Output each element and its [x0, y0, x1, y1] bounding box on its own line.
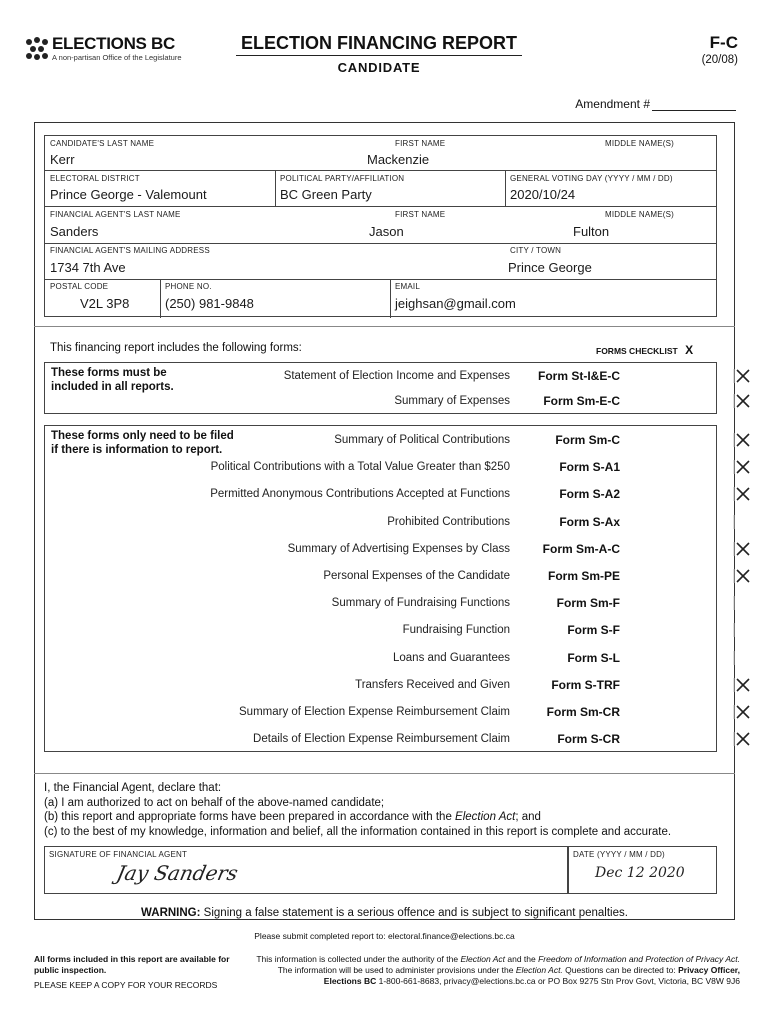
- required-forms-section: [44, 362, 717, 414]
- declaration: [44, 781, 724, 839]
- signature-date: Dec 12 2020: [595, 865, 685, 881]
- checklist-label: FORMS CHECKLIST: [596, 346, 678, 356]
- optional-note: These forms only need to be filed if there is information to report.: [51, 430, 234, 456]
- postal-code-label: POSTAL CODE: [50, 282, 109, 291]
- privacy-org: Elections BC: [323, 976, 377, 986]
- privacy-act-ref-2: Election Act.: [515, 965, 563, 975]
- email-label: EMAIL: [395, 282, 421, 291]
- agent-middle-name[interactable]: Fulton: [573, 224, 610, 239]
- form-row: [45, 618, 716, 645]
- form-description: Transfers Received and Given: [355, 678, 510, 691]
- empty-box-icon: [732, 513, 752, 531]
- forms-intro: This financing report includes the following forms:: [50, 342, 302, 354]
- empty-box-icon: [732, 594, 752, 612]
- date-box[interactable]: [568, 846, 717, 894]
- form-row: [45, 591, 716, 618]
- date-label: DATE (YYYY / MM / DD): [573, 850, 665, 859]
- form-code-label: Form S-F: [567, 623, 620, 638]
- declaration-line-a: (a) I am authorized to act on behalf of the above-named candidate;: [44, 796, 385, 809]
- form-description: Personal Expenses of the Candidate: [323, 570, 510, 582]
- declaration-line-b-end: ; and: [515, 811, 541, 823]
- privacy-officer: Privacy Officer,: [678, 965, 740, 975]
- form-row: [45, 364, 716, 391]
- declaration-line-c: (c) to the best of my knowledge, information and belief, all the information contained in this report is complete and accurate.: [44, 825, 672, 838]
- email-address[interactable]: jeighsan@gmail.com: [395, 296, 516, 311]
- electoral-district[interactable]: Prince George - Valemount: [50, 187, 207, 202]
- signature: Jay Sanders: [114, 861, 241, 885]
- form-version: (20/08): [701, 54, 738, 66]
- page-title: ELECTION FINANCING REPORT: [240, 33, 517, 53]
- warning-text: Signing a false statement is a serious offence and is subject to significant penalties.: [203, 907, 628, 919]
- party-label: POLITICAL PARTY/AFFILIATION: [280, 174, 405, 183]
- signature-label: SIGNATURE OF FINANCIAL AGENT: [49, 850, 188, 859]
- form-checkbox-checked[interactable]: [732, 367, 752, 385]
- agent-mailing-address[interactable]: 1734 7th Ave: [50, 260, 126, 275]
- form-checkbox-checked[interactable]: [732, 392, 752, 410]
- logo-tagline: A non-partisan Office of the Legislature: [52, 53, 182, 62]
- form-description: Permitted Anonymous Contributions Accepted at Functions: [210, 488, 510, 501]
- form-checkbox[interactable]: [732, 513, 752, 531]
- privacy-line-1: [230, 954, 740, 965]
- declaration-intro: I, the Financial Agent, declare that:: [44, 782, 222, 794]
- optional-forms-list: [45, 426, 716, 751]
- keep-copy-note: PLEASE KEEP A COPY FOR YOUR RECORDS: [34, 980, 218, 990]
- x-mark-icon: [732, 703, 752, 721]
- x-mark-icon: [732, 540, 752, 558]
- candidate-middle-name-label: MIDDLE NAME(S): [605, 139, 675, 148]
- phone-number[interactable]: (250) 981-9848: [165, 296, 254, 311]
- form-description: Summary of Political Contributions: [334, 434, 510, 446]
- voting-day-label: GENERAL VOTING DAY (YYYY / MM / DD): [510, 174, 673, 183]
- form-row: [45, 428, 716, 455]
- form-code-label: Form S-CR: [557, 732, 620, 747]
- x-mark-icon: [732, 485, 752, 503]
- privacy-line-1a: This information is collected under the authority of the: [256, 954, 461, 964]
- privacy-line-2: [230, 965, 740, 976]
- candidate-last-name[interactable]: Kerr: [50, 152, 75, 167]
- form-checkbox-checked[interactable]: [732, 567, 752, 585]
- form-code-label: Form S-A1: [559, 460, 620, 475]
- form-checkbox[interactable]: [732, 649, 752, 667]
- form-code-label: Form S-TRF: [551, 677, 620, 692]
- declaration-line-b: [44, 810, 724, 825]
- form-code-label: Form Sm-CR: [546, 705, 620, 719]
- general-voting-day[interactable]: 2020/10/24: [510, 187, 576, 202]
- form-row: [45, 455, 716, 482]
- x-mark-icon: [732, 676, 752, 694]
- required-forms-list: [45, 363, 716, 413]
- forms-checklist-header: [596, 341, 693, 359]
- agent-last-name[interactable]: Sanders: [50, 224, 99, 239]
- phone-label: PHONE NO.: [165, 282, 212, 291]
- form-row: [45, 700, 716, 727]
- optional-forms-section: [44, 425, 717, 752]
- form-description: Summary of Expenses: [394, 394, 510, 407]
- info-grid: [44, 135, 717, 317]
- form-code-label: Form S-A2: [559, 487, 620, 502]
- form-description: Summary of Advertising Expenses by Class: [287, 542, 510, 555]
- empty-box-icon: [732, 649, 752, 667]
- form-description: Summary of Fundraising Functions: [331, 597, 510, 610]
- form-description: Summary of Election Expense Reimbursement Claim: [239, 706, 510, 718]
- privacy-act-ref-1: Election Act: [460, 954, 506, 964]
- x-mark-icon: [732, 367, 752, 385]
- candidate-first-name-label: FIRST NAME: [395, 139, 446, 148]
- amendment-field[interactable]: [652, 96, 736, 111]
- x-mark-icon: [732, 431, 752, 449]
- privacy-contact: 1-800-661-8683, privacy@elections.bc.ca or PO Box 9275 Stn Prov Govt, Victoria, BC V8W 9J6: [376, 976, 740, 986]
- form-checkbox-checked[interactable]: [732, 730, 752, 748]
- warning-label: WARNING:: [141, 907, 201, 919]
- agent-city-label: CITY / TOWN: [510, 246, 562, 255]
- form-checkbox-checked[interactable]: [732, 540, 752, 558]
- page-subtitle: CANDIDATE: [337, 60, 421, 75]
- agent-first-name[interactable]: Jason: [369, 224, 404, 239]
- agent-city[interactable]: Prince George: [508, 260, 592, 275]
- form-description: Statement of Election Income and Expenses: [283, 370, 510, 382]
- warning: [34, 907, 735, 919]
- privacy-line-2c: Questions can be directed to:: [562, 965, 679, 975]
- form-code-label: Form S-Ax: [559, 514, 620, 529]
- form-checkbox-checked[interactable]: [732, 431, 752, 449]
- x-mark-icon: [732, 567, 752, 585]
- form-checkbox-checked[interactable]: [732, 458, 752, 476]
- form-code-label: Form Sm-C: [555, 433, 620, 447]
- agent-last-name-label: FINANCIAL AGENT'S LAST NAME: [50, 210, 181, 219]
- amendment-label: Amendment #: [575, 97, 650, 111]
- foippa-ref: Freedom of Information and Protection of Privacy Act.: [538, 954, 740, 964]
- form-checkbox[interactable]: [732, 594, 752, 612]
- postal-code[interactable]: V2L 3P8: [80, 296, 130, 311]
- form-description: Loans and Guarantees: [392, 651, 510, 664]
- form-row: [45, 389, 716, 416]
- candidate-last-name-label: CANDIDATE'S LAST NAME: [50, 139, 155, 148]
- political-party[interactable]: BC Green Party: [280, 187, 372, 202]
- form-row: [45, 510, 716, 537]
- form-row: [45, 673, 716, 700]
- form-code-label: Form Sm-A-C: [542, 541, 620, 556]
- privacy-line-3: [230, 976, 740, 987]
- form-row: [45, 564, 716, 591]
- form-code-label: Form Sm-E-C: [543, 393, 620, 408]
- x-mark-icon: [732, 392, 752, 410]
- required-note: These forms must be included in all reports.: [51, 367, 174, 393]
- form-row: [45, 646, 716, 673]
- privacy-line-1c: and the: [505, 954, 539, 964]
- form-description: Fundraising Function: [402, 624, 510, 637]
- empty-box-icon: [732, 621, 752, 639]
- submit-note: Please submit completed report to: electoral.finance@elections.bc.ca: [254, 931, 515, 941]
- form-checkbox-checked[interactable]: [732, 703, 752, 721]
- public-note: All forms included in this report are available for public inspection.: [34, 954, 230, 975]
- form-code-label: Form Sm-PE: [547, 569, 620, 583]
- declaration-line-b-text: (b) this report and appropriate forms have been prepared in accordance with the: [44, 811, 456, 823]
- agent-middle-name-label: MIDDLE NAME(S): [605, 210, 675, 219]
- privacy-line-2a: The information will be used to administer provisions under the: [277, 965, 516, 975]
- form-checkbox-checked[interactable]: [732, 676, 752, 694]
- form-code-label: Form S-L: [567, 650, 620, 665]
- form-checkbox[interactable]: [732, 621, 752, 639]
- election-act-ref: Election Act: [455, 811, 516, 823]
- form-checkbox-checked[interactable]: [732, 485, 752, 503]
- signature-box[interactable]: [44, 846, 568, 894]
- logo-text: ELECTIONS BC: [52, 34, 175, 53]
- candidate-first-name[interactable]: Mackenzie: [367, 152, 430, 167]
- form-description: Political Contributions with a Total Value Greater than $250: [210, 461, 510, 474]
- district-label: ELECTORAL DISTRICT: [50, 174, 140, 183]
- agent-first-name-label: FIRST NAME: [395, 210, 446, 219]
- form-row: [45, 537, 716, 564]
- elections-bc-logo-mark-icon: [24, 36, 50, 60]
- logo: [24, 34, 194, 64]
- form-row: [45, 727, 716, 754]
- form-description: Prohibited Contributions: [387, 515, 510, 528]
- form-description: Details of Election Expense Reimbursement Claim: [253, 733, 510, 746]
- form-code: F-C: [709, 33, 738, 52]
- checklist-mark: X: [685, 343, 694, 357]
- form-code-label: Form Sm-F: [556, 596, 620, 611]
- form-row: [45, 482, 716, 509]
- agent-address-label: FINANCIAL AGENT'S MAILING ADDRESS: [50, 246, 210, 255]
- x-mark-icon: [732, 458, 752, 476]
- x-mark-icon: [732, 730, 752, 748]
- privacy-notice: [230, 954, 740, 987]
- form-code-label: Form St-I&E-C: [538, 369, 620, 383]
